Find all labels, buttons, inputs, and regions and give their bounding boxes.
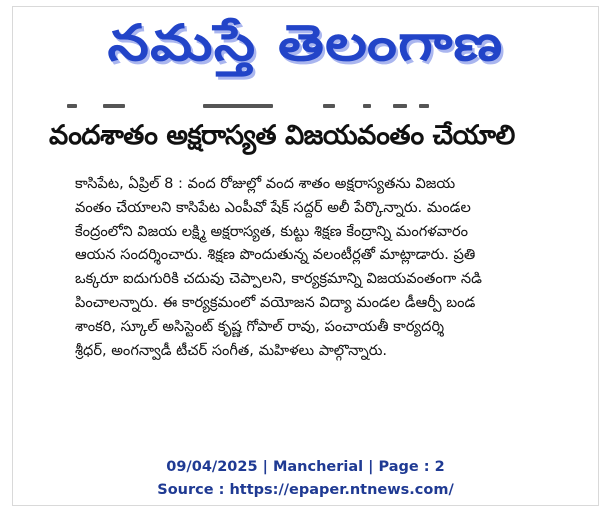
newspaper-masthead: నమస్తే తెలంగాణ <box>107 14 504 72</box>
article-body-line: కాసిపేట, ఏప్రిల్ 8 : వంద రోజుల్లో వంద శాతం అక్షరాస్యతను విజయ <box>75 175 456 192</box>
article-body-line: వంతం చేయాలని కాసిపేట ఎంపీవో షేక్ సద్దర్ అలీ పేర్కొన్నారు. మండల <box>75 198 471 216</box>
clipped-previous-text-fragment <box>63 103 433 109</box>
clipping-frame <box>12 6 599 506</box>
article-body-line: కేంద్రంలోని విజయ లక్ష్మి అక్షరాస్యత, కుట్టు శిక్షణ కేంద్రాన్ని మంగళవారం <box>75 222 469 240</box>
article-body-line: శాంకరి, స్కూల్ అసిస్టెంట్ కృష్ణ గోపాల్ రావు, పంచాయతీ కార్యదర్శి <box>75 317 445 335</box>
article-body-line: పించాలన్నారు. ఈ కార్యక్రమంలో వయోజన విద్యా మండల డీఆర్పీ బండ <box>75 293 476 311</box>
edition-info: 09/04/2025 | Mancherial | Page : 2 <box>166 459 445 475</box>
article-body <box>75 172 563 362</box>
article-headline: వందశాతం అక్షరాస్యత విజయవంతం చేయాలి <box>49 120 515 151</box>
article-body-line: ఒక్కరూ ఐదుగురికి చదువు చెప్పాలని, కార్యక్రమాన్ని విజయవంతంగా నడి <box>75 270 482 288</box>
source-link-text: Source : https://epaper.ntnews.com/ <box>157 482 454 498</box>
article-body-line: శ్రీధర్, అంగన్వాడీ టీచర్ సంగీత, మహిళలు పాల్గొన్నారు. <box>75 341 388 359</box>
article-body-line: ఆయన సందర్శించారు. శిక్షణ పొందుతున్న వలంటీర్లతో మాట్లాడారు. ప్రతి <box>75 246 476 264</box>
